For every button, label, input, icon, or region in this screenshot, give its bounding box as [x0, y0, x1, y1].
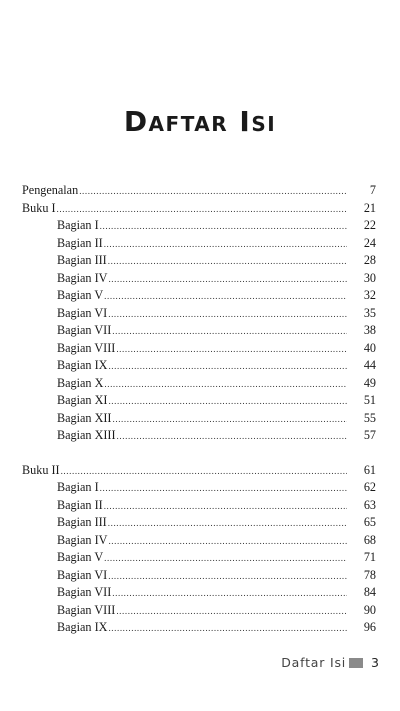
- toc-dot-leader: [116, 603, 347, 618]
- toc-entry-label: Bagian I: [57, 480, 99, 494]
- toc-dot-leader: [104, 376, 347, 391]
- toc-dot-leader: [104, 236, 347, 251]
- footer-marker: [349, 658, 363, 668]
- toc-entry-label: Buku I: [22, 200, 56, 215]
- toc-entry-label: Bagian II: [57, 235, 103, 250]
- toc-dot-leader: [108, 358, 347, 373]
- toc-entry-label: Bagian XIII: [57, 428, 116, 442]
- toc-entry[interactable]: [22, 236, 376, 254]
- toc-entry-page: 32: [363, 288, 376, 302]
- toc-entry-label: Bagian VI: [57, 567, 108, 582]
- toc-entry-label: Bagian IX: [57, 358, 108, 372]
- toc-entry-label: Bagian III: [57, 515, 107, 529]
- page-number: 3: [371, 655, 379, 670]
- toc-entry-page: 35: [363, 305, 376, 320]
- toc-entry-label: Bagian V: [57, 550, 104, 564]
- footer-label: Daftar Isi: [281, 655, 347, 670]
- toc-entry-page: 38: [363, 323, 376, 337]
- toc-dot-leader: [117, 428, 347, 443]
- toc-entry-page: 71: [363, 550, 376, 564]
- toc-entry-page: 30: [363, 270, 376, 285]
- toc-dot-leader: [57, 201, 347, 216]
- toc-entry-label: Bagian VII: [57, 323, 112, 337]
- toc-entry[interactable]: [22, 498, 376, 516]
- toc-dot-leader: [104, 288, 347, 303]
- toc-entry[interactable]: [22, 201, 376, 219]
- toc-entry[interactable]: [22, 218, 376, 236]
- toc-entry-label: Buku II: [22, 462, 60, 477]
- toc-section: [22, 463, 376, 638]
- toc-entry[interactable]: [22, 376, 376, 394]
- toc-entry[interactable]: [22, 428, 376, 446]
- toc-entry-label: Bagian VI: [57, 305, 108, 320]
- toc-dot-leader: [116, 341, 347, 356]
- toc-entry-page: 22: [363, 218, 376, 232]
- toc-entry[interactable]: [22, 603, 376, 621]
- toc-entry[interactable]: [22, 585, 376, 603]
- toc-dot-leader: [104, 498, 347, 513]
- toc-dot-leader: [108, 253, 347, 268]
- toc-dot-leader: [112, 323, 347, 338]
- toc-entry[interactable]: [22, 253, 376, 271]
- toc-entry-label: Bagian I: [57, 218, 99, 232]
- toc-dot-leader: [108, 393, 347, 408]
- toc-dot-leader: [108, 306, 347, 321]
- toc-dot-leader: [108, 568, 347, 583]
- toc-entry-page: 68: [363, 532, 376, 547]
- toc-entry[interactable]: [22, 288, 376, 306]
- toc-dot-leader: [108, 515, 347, 530]
- toc-entry-page: 65: [363, 515, 376, 529]
- toc-entry-label: Bagian VII: [57, 585, 112, 599]
- toc-entry-label: Bagian VIII: [57, 602, 116, 617]
- toc-dot-leader: [100, 218, 347, 233]
- toc-entry-page: 61: [363, 462, 376, 477]
- toc-entry-page: 44: [363, 358, 376, 372]
- toc-entry-page: 63: [363, 497, 376, 512]
- page-title: Daftar Isi: [123, 104, 277, 138]
- toc-entry[interactable]: [22, 550, 376, 568]
- toc-entry-label: Bagian V: [57, 288, 104, 302]
- toc-entry[interactable]: [22, 515, 376, 533]
- toc-entry[interactable]: [22, 568, 376, 586]
- toc-entry[interactable]: [22, 393, 376, 411]
- toc-entry-label: Bagian VIII: [57, 340, 116, 355]
- toc-entry-page: 55: [363, 410, 376, 425]
- toc-entry-page: 21: [363, 200, 376, 215]
- toc-entry-page: 28: [363, 253, 376, 267]
- toc-dot-leader: [100, 480, 347, 495]
- toc-entry-page: 40: [363, 340, 376, 355]
- toc-entry-page: 49: [363, 375, 376, 390]
- table-of-contents: [22, 183, 376, 638]
- toc-entry-label: Bagian III: [57, 253, 107, 267]
- toc-dot-leader: [104, 550, 347, 565]
- toc-entry[interactable]: [22, 271, 376, 289]
- toc-dot-leader: [112, 585, 347, 600]
- toc-entry-page: 24: [363, 235, 376, 250]
- toc-section: [22, 183, 376, 446]
- toc-entry[interactable]: [22, 341, 376, 359]
- toc-entry-page: 90: [363, 602, 376, 617]
- toc-entry-label: Bagian IV: [57, 270, 108, 285]
- toc-entry-page: 78: [363, 567, 376, 582]
- toc-dot-leader: [108, 271, 347, 286]
- toc-dot-leader: [108, 620, 347, 635]
- toc-entry[interactable]: [22, 533, 376, 551]
- toc-entry[interactable]: [22, 358, 376, 376]
- toc-entry-label: Bagian X: [57, 375, 104, 390]
- toc-entry-page: 96: [363, 620, 376, 634]
- toc-entry[interactable]: [22, 306, 376, 324]
- toc-entry[interactable]: [22, 183, 376, 201]
- toc-entry-label: Pengenalan: [22, 183, 79, 197]
- toc-dot-leader: [79, 183, 347, 198]
- toc-dot-leader: [61, 463, 347, 478]
- toc-entry[interactable]: [22, 463, 376, 481]
- toc-entry-page: 7: [369, 183, 376, 197]
- page-footer: [281, 655, 379, 670]
- toc-entry-label: Bagian IX: [57, 620, 108, 634]
- toc-entry-page: 84: [363, 585, 376, 599]
- toc-entry-label: Bagian IV: [57, 532, 108, 547]
- toc-entry-page: 57: [363, 428, 376, 442]
- toc-entry[interactable]: [22, 411, 376, 429]
- toc-entry-page: 62: [363, 480, 376, 494]
- toc-entry-label: Bagian XII: [57, 410, 112, 425]
- toc-entry-label: Bagian XI: [57, 393, 108, 407]
- toc-entry[interactable]: [22, 620, 376, 638]
- toc-entry-page: 51: [363, 393, 376, 407]
- toc-entry[interactable]: [22, 480, 376, 498]
- toc-dot-leader: [108, 533, 347, 548]
- toc-entry-label: Bagian II: [57, 497, 103, 512]
- toc-dot-leader: [113, 411, 348, 426]
- toc-entry[interactable]: [22, 323, 376, 341]
